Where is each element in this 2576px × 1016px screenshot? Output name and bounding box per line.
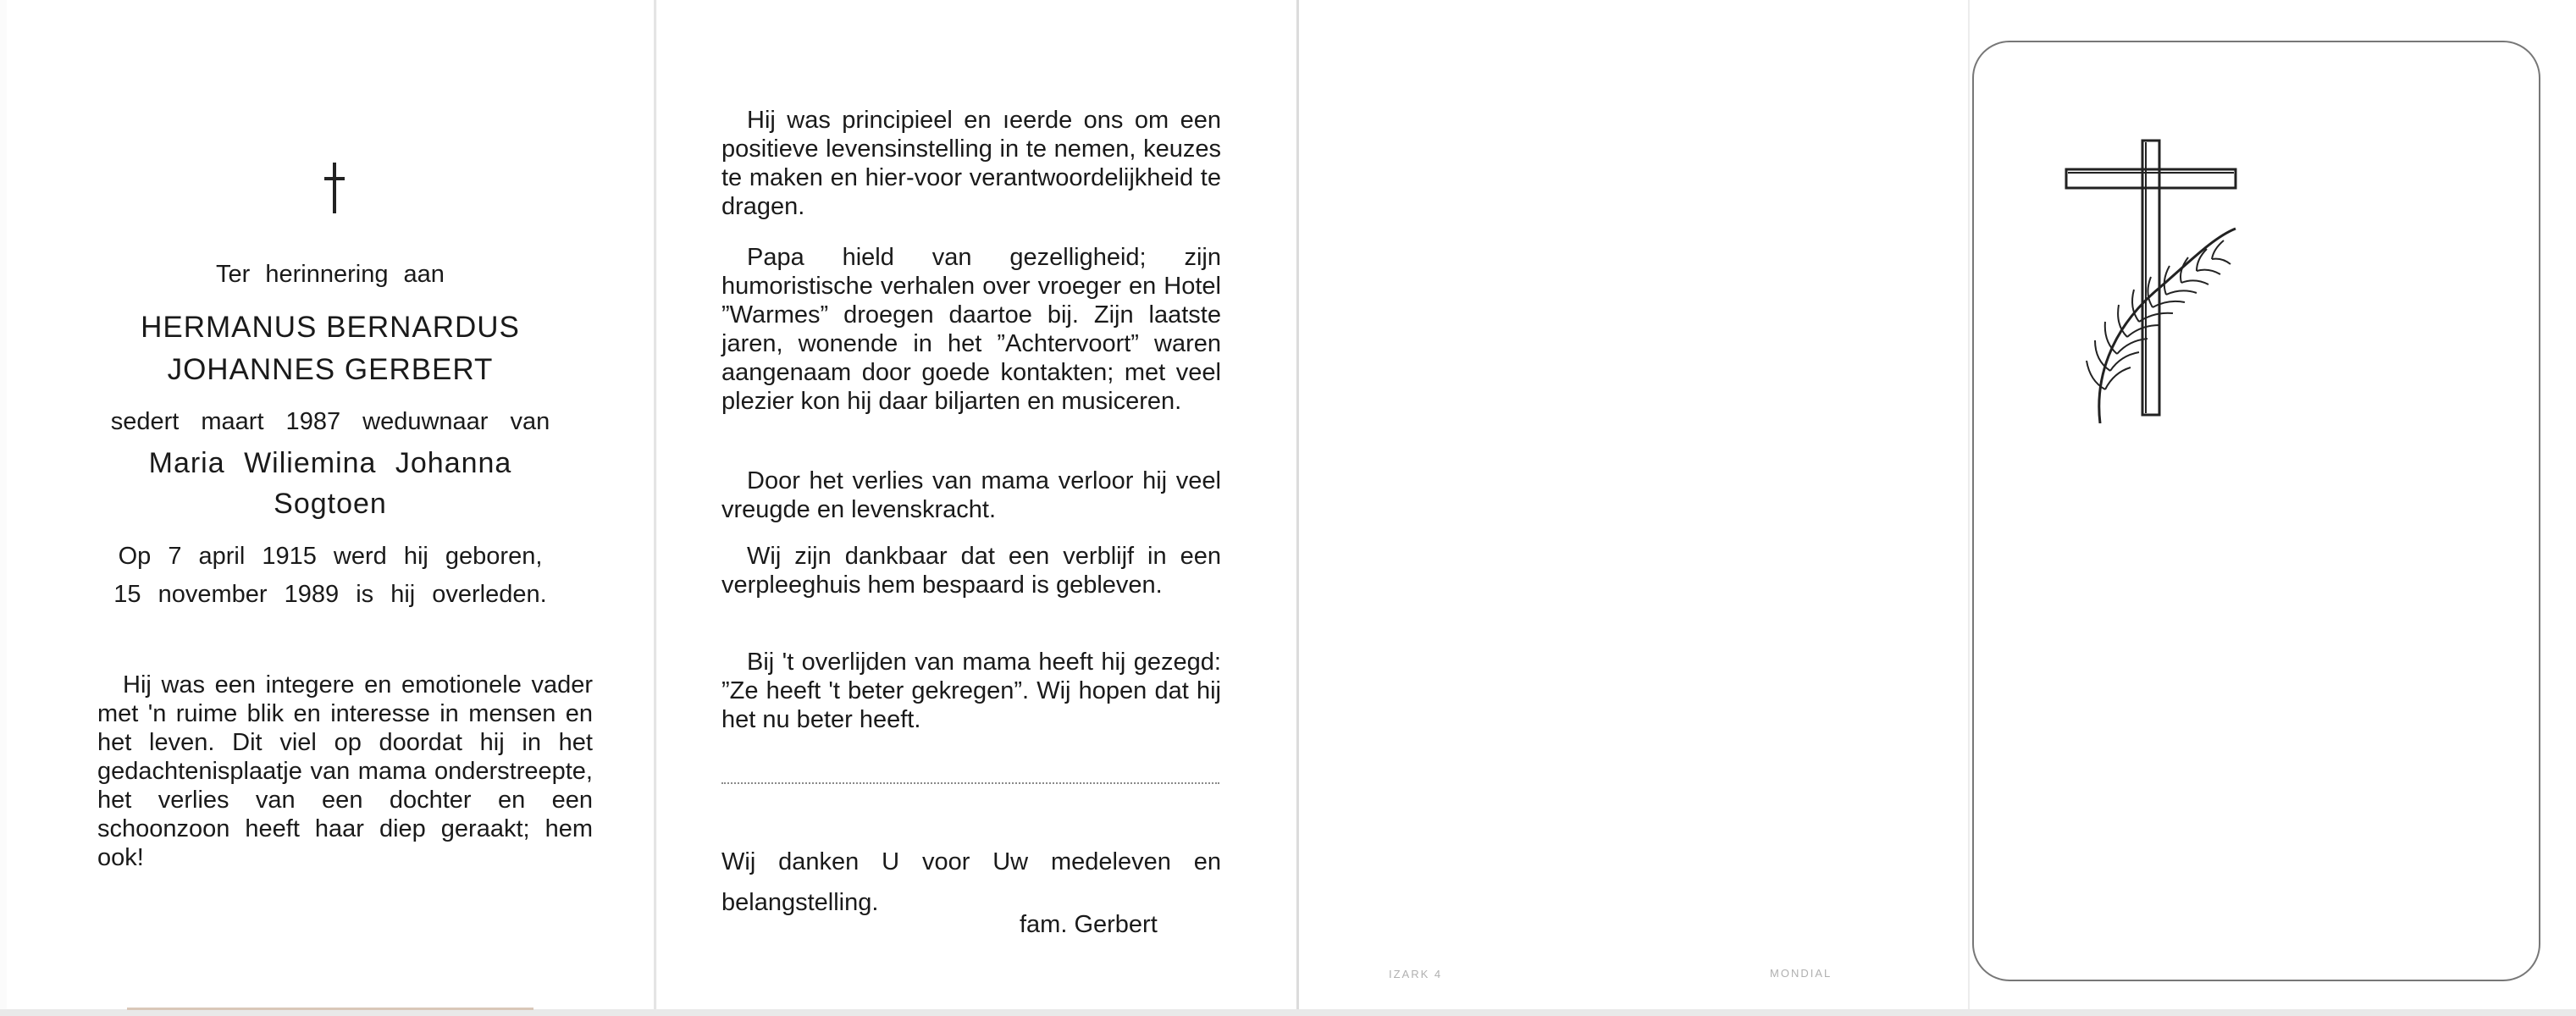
fold-line [1968, 0, 1970, 1013]
deceased-name-line1: HERMANUS BERNARDUS [141, 311, 520, 344]
tribute-paragraph: Bij 't overlijden van mama heeft hij gezegd: ”Ze heeft 't beter gekregen”. Wij hopen dat hij het nu beter heeft. [721, 649, 1221, 733]
paper-edge [0, 1009, 2576, 1016]
cross-icon [330, 163, 339, 213]
signature: fam. Gerbert [1020, 911, 1158, 938]
widower-line: sedert maart 1987 weduwnaar van [110, 408, 550, 435]
fold-line [1296, 0, 1299, 1013]
tribute-paragraph: Papa hield van gezelligheid; zijn humoristische verhalen over vroeger en Hotel ”Warmes” droegen daartoe bij. Zijn laatste jaren, wonende in het ”Achtervoort” waren aangenaam door goede kontakten; met veel plezier kon hij daar biljarten en musiceren. [721, 244, 1221, 415]
death-line: 15 november 1989 is hij overleden. [113, 581, 547, 608]
printer-mark: MONDIAL [1770, 967, 1832, 980]
tribute-paragraph: Wij zijn dankbaar dat een verblijf in een verpleeghuis hem bespaard is gebleven. [721, 543, 1221, 599]
deceased-name-line2: JOHANNES GERBERT [167, 353, 494, 386]
fold-line [654, 0, 656, 1013]
spouse-name-line2: Sogtoen [274, 488, 387, 520]
intro-line: Ter herinnering aan [216, 261, 445, 288]
paper-edge-stain [127, 1008, 533, 1010]
spouse-name-line1: Maria Wiliemina Johanna [148, 447, 512, 479]
thanks-text: Wij danken U voor Uw medeleven en belangstelling. [721, 848, 1221, 916]
tribute-paragraph: Hij was principieel en ıeerde ons om een positieve levensinstelling in te nemen, keuzes te maken en hier-voor verantwoordelijkheid te dragen. [721, 107, 1221, 220]
cross-with-palm-icon [2058, 135, 2253, 423]
tribute-paragraph: Hij was een integere en emotionele vader met 'n ruime blik en interesse in mensen en het leven. Dit viel op doordat hij in het gedachtenisplaatje van mama onderstreepte, het verlies van een dochter en een schoonzoon heeft haar diep geraakt; hem ook! [97, 671, 593, 871]
page-back-cover [1299, 0, 1968, 1013]
birth-line: Op 7 april 1915 werd hij geboren, [118, 543, 543, 570]
tribute-paragraph: Door het verlies van mama verloor hij veel vreugde en levenskracht. [721, 467, 1221, 523]
printer-mark: IZARK 4 [1389, 968, 1443, 980]
divider [721, 782, 1219, 784]
